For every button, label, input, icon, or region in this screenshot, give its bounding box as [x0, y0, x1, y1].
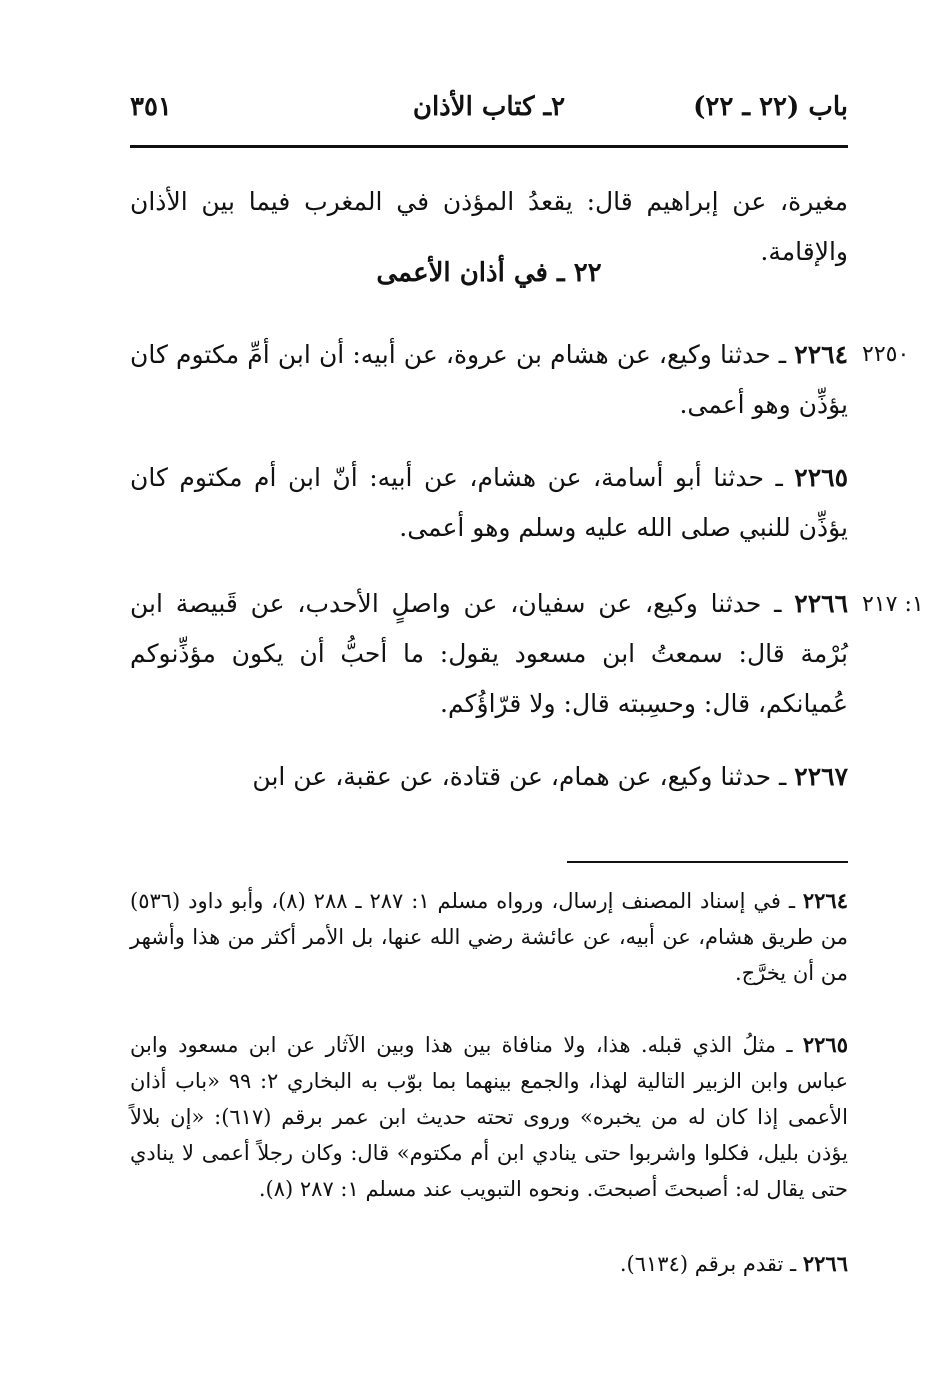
book-title: ٢ـ كتاب الأذان: [412, 92, 566, 122]
hadith-text: ـ حدثنا وكيع، عن همام، عن قتادة، عن عقبة، عن ابن: [252, 762, 795, 791]
footnote-text: ـ في إسناد المصنف إرسال، ورواه مسلم ١: ٢٨٧ ـ ٢٨٨ (٨)، وأبو داود (٥٣٦) من طريق هشام، عن أبيه، عن عائشة رضي الله عنها، بل الأمر أكثر من هذا وأشهر من أن يخرَّج.: [130, 889, 848, 985]
hadith-text: ـ حدثنا وكيع، عن سفيان، عن واصلٍ الأحدب، عن قَبيصة ابن بُرْمة قال: سمعتُ ابن مسعود يقول: ما أحبُّ أن يكون مؤذِّنوكم عُميانكم، قال: وحسِبته قال: ولا قرّاؤُكم.: [130, 589, 848, 718]
footnote: [130, 883, 888, 991]
footnote: [130, 1027, 888, 1207]
hadith-text: ـ حدثنا وكيع، عن هشام بن عروة، عن أبيه: أن ابن أمِّ مكتوم كان يؤذِّن وهو أعمى.: [130, 340, 848, 419]
intro-paragraph: مغيرة، عن إبراهيم قال: يقعدُ المؤذن في المغرب فيما بين الأذان والإقامة.: [130, 187, 848, 266]
hadith-paragraph: [130, 579, 888, 729]
footnote-text: ـ تقدم برقم (٦١٣٤).: [619, 1252, 803, 1276]
section-title: ٢٢ ـ في أذان الأعمى: [376, 258, 602, 288]
footnote-text: ـ مثلُ الذي قبله. هذا، ولا منافاة بين هذا وبين الآثار عن ابن مسعود وابن عباس وابن الزبير التالية لهذا، والجمع بينهما بما بوّب به البخاري ٢: ٩٩ «باب أذان الأعمى إذا كان له من يخبره» وروى تحته حديث ابن عمر برقم (٦١٧): «إن بلالاً يؤذن بليل، فكلوا واشربوا حتى ينادي ابن أم مكتوم» قال: وكان رجلاً أعمى لا ينادي حتى يقال له: أصبحتَ أصبحتَ. ونحوه التبويب عند مسلم ١: ٢٨٧ (٨).: [130, 1033, 848, 1201]
hadith-paragraph: [130, 752, 888, 802]
hadith-number: ٢٢٦٦: [794, 589, 848, 618]
hadith-paragraph: [130, 330, 888, 430]
footnote-number: ٢٢٦٦: [802, 1251, 848, 1276]
hadith-number: ٢٢٦٥: [794, 463, 848, 492]
hadith-number: ٢٢٦٧: [794, 762, 848, 791]
hadith-paragraph: [130, 453, 888, 553]
footnote-number: ٢٢٦٥: [802, 1032, 848, 1057]
header-rule: [130, 145, 848, 148]
hadith-text: ـ حدثنا أبو أسامة، عن هشام، عن أبيه: أنّ ابن أم مكتوم كان يؤذِّن للنبي صلى الله عليه وسلم وهو أعمى.: [130, 463, 848, 542]
footnote: [130, 1246, 888, 1282]
footnote-separator: [567, 861, 848, 863]
page-header: [130, 92, 848, 132]
margin-ref: ٢٢٥٠: [862, 342, 910, 367]
page-number: ٣٥١: [130, 92, 172, 122]
footnote-number: ٢٢٦٤: [802, 888, 848, 913]
chapter-label: باب (٢٢ ـ ٢٢): [693, 92, 848, 122]
hadith-number: ٢٢٦٤: [794, 340, 848, 369]
margin-ref: ١: ٢١٧: [862, 592, 924, 617]
